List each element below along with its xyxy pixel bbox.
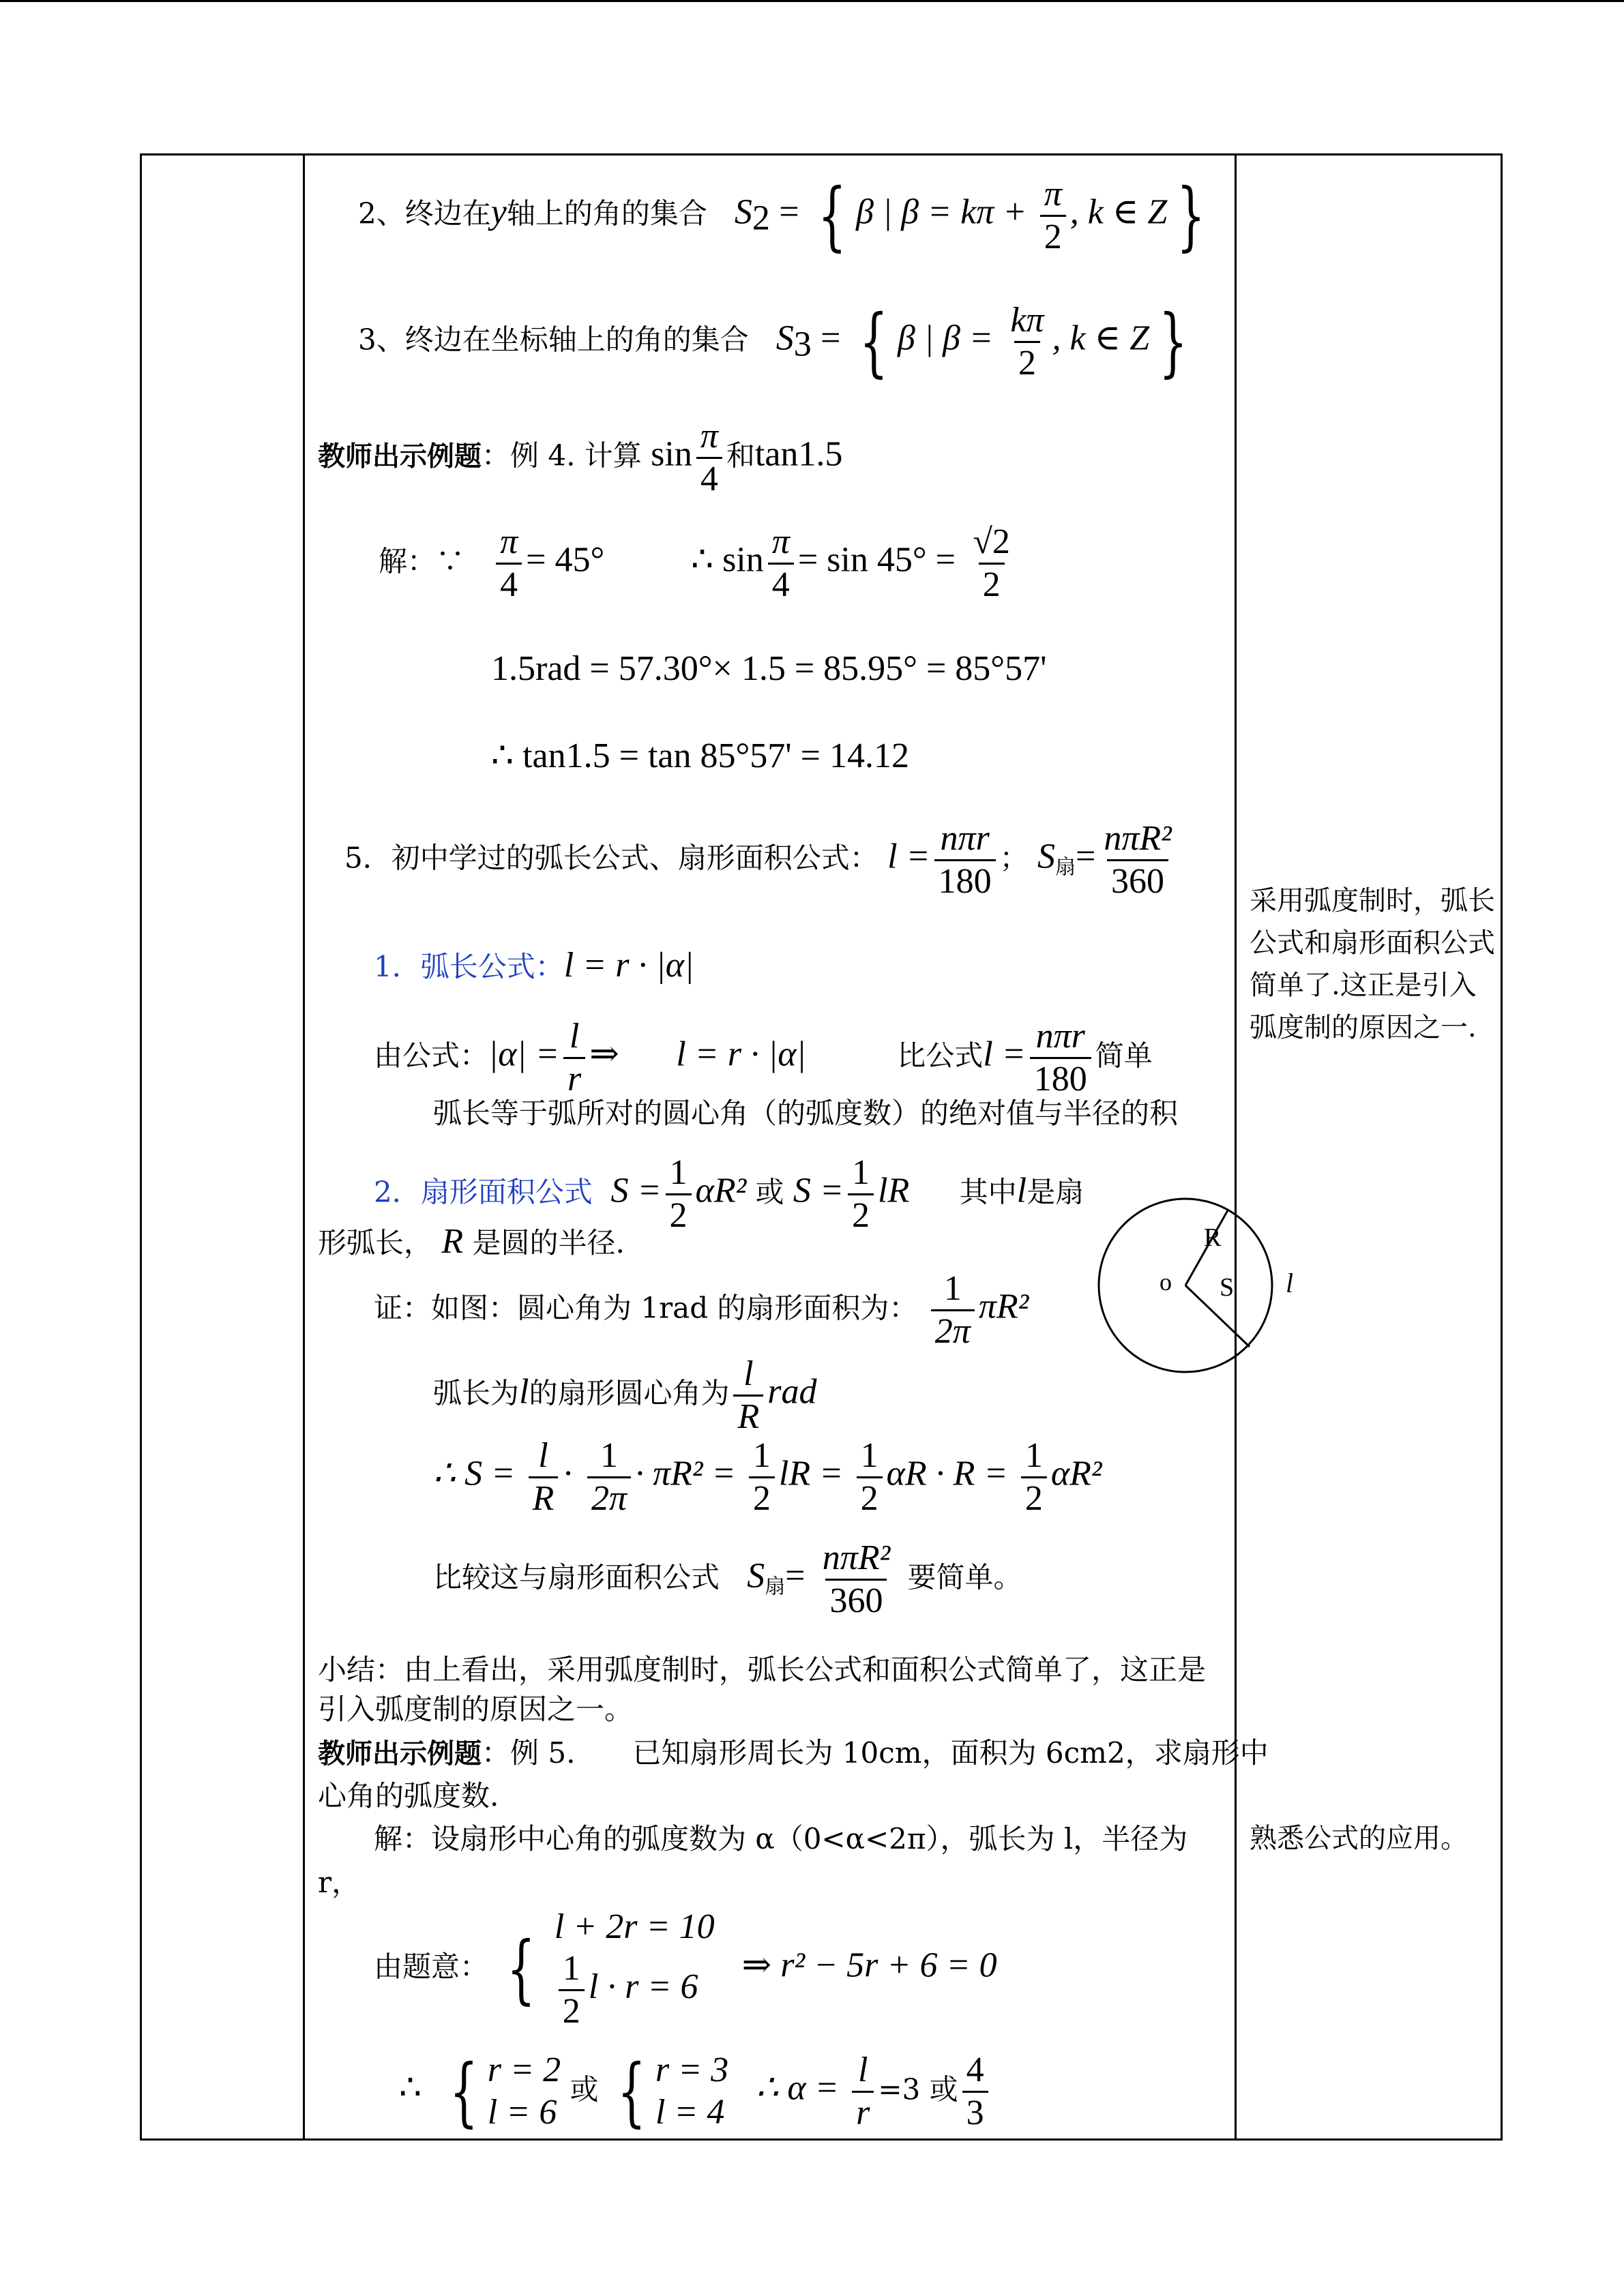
column-divider-1 [303,155,305,2138]
solution-4-line-1: 解：∵ $\frac{\pi}{4}$ = 45° ∴ sin $\frac{\pi}{4}$ = sin 45° = $\frac{√2}{2}$ [379,522,1010,604]
item-5-line: 5．初中学过的弧长公式、扇形面积公式： l = $\frac{\text{nπr}}{180}$ ； $S_扇=$ $\frac{\text{nπR²}}{360}$ [344,819,1172,901]
center-label: o [1160,1268,1172,1296]
side-note-2: 熟悉公式的应用。 [1250,1823,1468,1854]
proof-line-2: 弧长为l的扇形圆心角为 $\frac{l}{R}$ rad [433,1354,817,1436]
set-y-axis-line: 2、终边在y轴上的角的集合 $S_2$ = { β | β = kπ + $\frac{\pi}{2}$ , k ∈ Z } [358,172,1206,260]
proof-line-4: 比较这与扇形面积公式 $S_扇=$ $\frac{\text{nπR²}}{360}$ 要简单。 [433,1538,1022,1620]
proof-line-1: 证：如图：圆心角为 1rad 的扇形面积为： $\frac{1}{2\pi}$ πR² [374,1269,1029,1351]
page-top-border [0,0,1624,2]
solution-4-line-2: 1.5rad = 57.30°× 1.5 = 85.95° = 85°57' [491,649,1047,688]
solution-5: 解：设扇形中心角的弧度数为 α（0<α<2π），弧长为 l，半径为 r， [318,1822,1188,1899]
column-divider-2 [1235,155,1237,2138]
equation-system: 由题意： { l + 2r = 10 $\frac{1}{2}$ l · r = 6 ⇒ r² − 5r + 6 = 0 [374,1907,997,2031]
final-answer: ∴ { r = 2 l = 6 或 { r = 3 l = 4 ∴ α = $\frac{l}{r}$ =3 或 $\frac{4}{3}$ [399,2049,992,2134]
area-formula-cont: 形弧长， R 是圆的半径. [318,1222,625,1261]
radius-label: R [1204,1223,1222,1252]
area-formula: 2．扇形面积公式 S = $\frac{1}{2}$ αR² 或 S = $\frac{1}{2}$ lR 其中l是扇 [374,1153,1084,1235]
arc-explanation: 弧长等于弧所对的圆心角（的弧度数）的绝对值与半径的积 [433,1097,1179,1130]
arc-derivation: 由公式：|α| = $\frac{l}{r}$ ⇒ l = r · |α| 比公式l = $\frac{\text{nπr}}{180}$ 简单 [374,1017,1153,1099]
proof-line-3: ∴ S = $\frac{l}{R}$ · $\frac{1}{2\pi}$ · πR² = $\frac{1}{2}$ lR = $\frac{1}{2}$ αR · R = $\frac{1}{2}$ αR² [433,1436,1102,1518]
set-axes-line: 3、终边在坐标轴上的角的集合 $S_3$ = { β | β = $\frac{k\pi}{2}$ , k ∈ Z } [358,298,1188,386]
summary: 小结：由上看出，采用弧度制时，弧长公式和面积公式简单了，这正是 引入弧度制的原因之一。 [318,1653,1207,1726]
arc-length-formula: 1．弧长公式：l = r · |α| [374,946,694,985]
solution-4-line-3: ∴ tan1.5 = tan 85°57' = 14.12 [491,736,909,775]
sector-label: S [1220,1273,1235,1302]
example-4-line: 教师出示例题：例 4. 计算 sin $\frac{\pi}{4}$ 和tan1.5 [318,417,843,498]
sector-figure [1091,1187,1316,1391]
arc-label: l [1286,1268,1294,1298]
example-5: 教师出示例题：例 5. 已知扇形周长为 10cm，面积为 6cm2，求扇形中 心角的弧度数. [318,1736,1269,1813]
side-note-1: 采用弧度制时，弧长公式和扇形面积公式简单了.这正是引入弧度制的原因之一. [1250,885,1495,1043]
sector-radius-2 [1185,1285,1250,1347]
